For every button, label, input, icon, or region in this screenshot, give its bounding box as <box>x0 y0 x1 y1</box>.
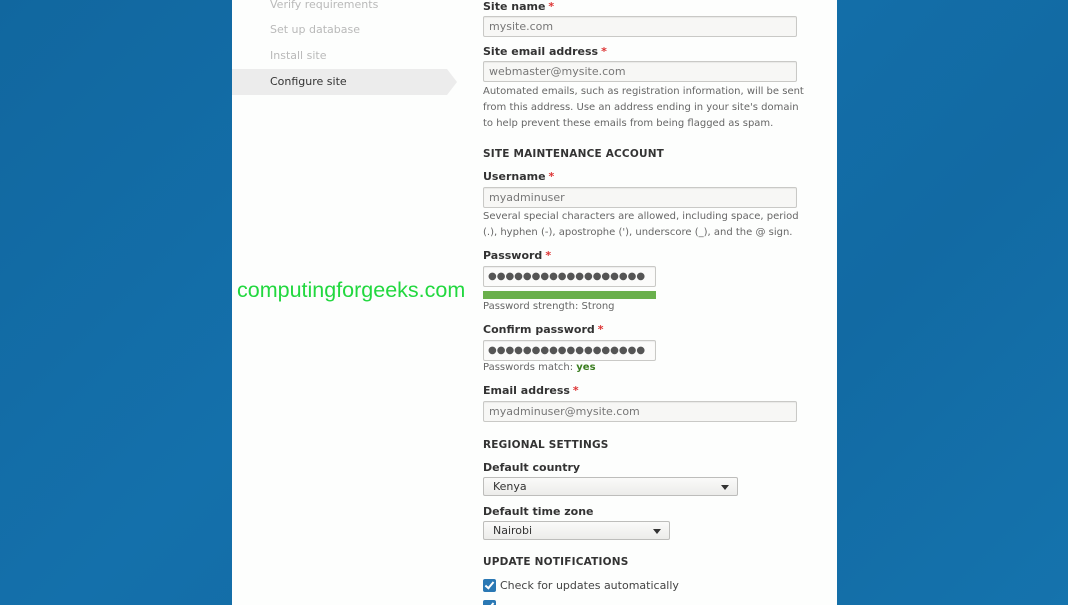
description-line: Automated emails, such as registration information, will be sent <box>483 86 804 97</box>
step-verify-requirements <box>232 0 447 18</box>
step-label: Set up database <box>270 23 361 36</box>
match-label: Passwords match: <box>483 362 574 373</box>
input-value: ●●●●●●●●●●●●●●●●●● <box>488 345 646 356</box>
input-value: ●●●●●●●●●●●●●●●●●● <box>488 271 646 282</box>
chevron-down-icon <box>721 485 729 490</box>
match-value: yes <box>576 362 596 373</box>
site-name-label <box>483 0 554 13</box>
username-label <box>483 170 554 183</box>
default-timezone-select[interactable] <box>483 521 670 540</box>
step-label: Install site <box>270 49 327 62</box>
input-value: webmaster@mysite.com <box>489 65 626 78</box>
username-input[interactable] <box>483 187 797 208</box>
select-value: Kenya <box>493 480 527 493</box>
label-text: Password <box>483 249 543 262</box>
checkbox-icon[interactable] <box>483 600 496 605</box>
required-marker: * <box>548 0 555 13</box>
required-marker: * <box>572 384 579 397</box>
default-country-select[interactable] <box>483 477 738 496</box>
checkbox-label: Check for updates automatically <box>500 579 679 592</box>
label-text: Site name <box>483 0 546 13</box>
description-line: Several special characters are allowed, including space, period <box>483 211 799 222</box>
username-description <box>483 209 813 241</box>
input-value: myadminuser@mysite.com <box>489 405 640 418</box>
password-label <box>483 249 551 262</box>
required-marker: * <box>597 323 604 336</box>
description-line: (.), hyphen (-), apostrophe ('), underscore (_), and the @ sign. <box>483 227 793 238</box>
check-updates-checkbox[interactable] <box>483 579 496 592</box>
site-email-description <box>483 84 813 132</box>
email-label <box>483 384 579 397</box>
site-name-input[interactable] <box>483 16 797 37</box>
email-input[interactable] <box>483 401 797 422</box>
maintenance-section-title: SITE MAINTENANCE ACCOUNT <box>483 148 665 160</box>
step-set-up-database <box>232 17 447 43</box>
select-value: Nairobi <box>493 524 533 537</box>
watermark-text: computingforgeeks.com <box>237 278 466 302</box>
password-strength-bar <box>483 291 656 299</box>
password-strength-text: Password strength: Strong <box>483 301 615 312</box>
site-email-label <box>483 45 607 58</box>
site-email-input[interactable] <box>483 61 797 82</box>
second-checkbox-partial[interactable] <box>483 600 500 605</box>
label-text: Username <box>483 170 546 183</box>
default-timezone-label: Default time zone <box>483 505 594 518</box>
input-value: mysite.com <box>489 20 554 33</box>
input-value: myadminuser <box>489 191 565 204</box>
label-text: Email address <box>483 384 570 397</box>
label-text: Site email address <box>483 45 599 58</box>
confirm-password-input[interactable] <box>483 340 656 361</box>
chevron-down-icon <box>653 529 661 534</box>
default-country-label: Default country <box>483 461 581 474</box>
step-configure-site <box>232 69 447 95</box>
password-input[interactable] <box>483 266 656 287</box>
update-section-title: UPDATE NOTIFICATIONS <box>483 556 629 568</box>
required-marker: * <box>545 249 552 262</box>
regional-section-title: REGIONAL SETTINGS <box>483 439 609 451</box>
step-install-site <box>232 43 447 69</box>
password-match-status <box>483 360 596 376</box>
description-line: to help prevent these emails from being flagged as spam. <box>483 118 774 129</box>
confirm-password-label <box>483 323 604 336</box>
step-label: Configure site <box>270 75 347 88</box>
step-label: Verify requirements <box>270 0 379 11</box>
required-marker: * <box>601 45 607 58</box>
label-text: Confirm password <box>483 323 595 336</box>
description-line: from this address. Use an address ending in your site's domain <box>483 102 799 113</box>
check-updates-option[interactable] <box>483 579 679 592</box>
required-marker: * <box>548 170 555 183</box>
